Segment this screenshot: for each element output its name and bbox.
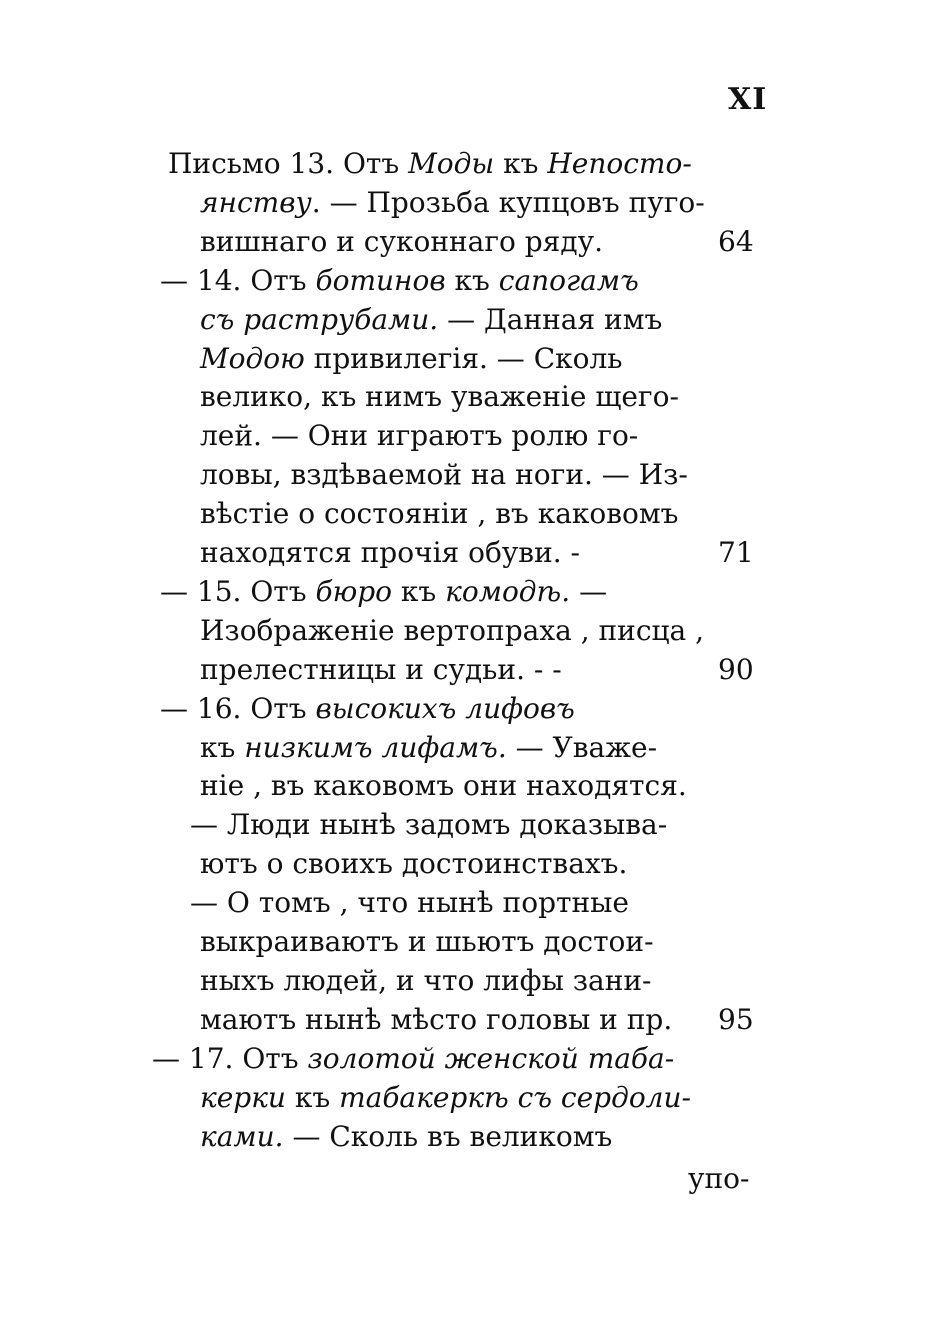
toc-page-number: 90 [718, 652, 754, 686]
toc-line-text [200, 650, 562, 690]
text-segment: ловы, вздѣваемой на ноги. — Из- [200, 458, 688, 492]
italic-text: ботинов [315, 263, 446, 297]
toc-line [0, 611, 936, 651]
text-segment: привилегія. — Сколь [304, 341, 623, 375]
toc-line [0, 961, 936, 1001]
toc-line [0, 144, 936, 184]
toc-line-text [200, 766, 687, 806]
toc-line [0, 1039, 936, 1079]
italic-text: керки [200, 1080, 286, 1114]
text-segment: маютъ нынѣ мѣсто головы и пр. [200, 1002, 673, 1036]
text-segment: ютъ о своихъ достоинствахъ. [200, 847, 628, 881]
text-segment: ныхъ людей, и что лифы зани- [200, 963, 652, 997]
toc-line-text [160, 261, 639, 301]
italic-text: ками. [200, 1119, 284, 1153]
toc-line [0, 222, 936, 262]
catchword: упо- [688, 1162, 750, 1196]
text-segment: выкраиваютъ и шьютъ достои- [200, 925, 654, 958]
toc-line-text [200, 1078, 691, 1118]
italic-text: Непосто- [547, 147, 692, 180]
italic-text: низкимъ лифамъ. [244, 730, 507, 764]
text-segment: ніе , въ каковомъ они находятся. [200, 769, 687, 803]
text-segment: Изображеніе вертопраха , писца , [200, 613, 705, 647]
toc-line-text [200, 377, 679, 417]
text-segment: — 14. Отъ [160, 263, 316, 297]
toc-line [0, 1117, 936, 1157]
italic-text: высокихъ лифовъ [315, 691, 575, 725]
toc-line [0, 416, 936, 456]
toc-line [0, 728, 936, 768]
text-segment: — [570, 574, 608, 608]
text-segment: къ [200, 730, 245, 764]
toc-line-text [200, 222, 603, 262]
toc-line [0, 533, 936, 573]
toc-line-text [200, 961, 652, 1001]
toc-page-number: 64 [718, 224, 754, 258]
toc-line-text [200, 728, 657, 768]
toc-line-text [190, 883, 629, 923]
toc-page-number: 71 [718, 536, 754, 569]
toc-line [0, 650, 936, 690]
text-segment: — О томъ , что нынѣ портные [190, 886, 630, 920]
toc-line [0, 766, 936, 806]
toc-line-text [200, 494, 678, 534]
toc-line-text [190, 805, 667, 845]
italic-text: съ раструбами. [200, 302, 439, 336]
text-segment: вѣстіе о состояніи , въ каковомъ [200, 497, 679, 531]
toc-line [0, 261, 936, 301]
italic-text: янству [200, 185, 312, 219]
toc-line [0, 494, 936, 534]
toc-line-text [152, 1039, 674, 1079]
toc-line [0, 689, 936, 729]
text-segment: — 17. Отъ [152, 1041, 308, 1075]
toc-line-text [200, 611, 704, 651]
text-segment: Письмо 13. Отъ [168, 147, 409, 180]
text-segment: къ [494, 147, 548, 180]
text-segment: къ [445, 263, 499, 297]
toc-page-number: 95 [718, 1002, 754, 1036]
italic-text: сапогамъ [498, 263, 639, 297]
toc-line [0, 339, 936, 379]
toc-line-text [160, 572, 607, 612]
page-number: XI [728, 82, 768, 117]
toc-line-text [200, 300, 662, 340]
text-segment: къ [392, 574, 446, 608]
toc-line-text [200, 455, 688, 495]
toc-line [0, 455, 936, 495]
toc-line [0, 572, 936, 612]
toc-line [0, 377, 936, 417]
text-segment: находятся прочія обуви. - [200, 536, 580, 569]
catchword-line [0, 1159, 936, 1199]
toc-line-text [200, 922, 654, 962]
text-segment: прелестницы и судьи. - - [200, 652, 562, 686]
toc-line-text [200, 1117, 612, 1157]
toc-line-text [200, 1000, 672, 1040]
italic-text: Модою [200, 341, 305, 375]
italic-text: золотой женской таба- [307, 1041, 675, 1075]
italic-text: бюро [315, 574, 393, 608]
toc-line [0, 844, 936, 884]
toc-line [0, 883, 936, 923]
toc-line [0, 1000, 936, 1040]
text-segment: велико, къ нимъ уваженіе щего- [200, 380, 679, 414]
toc-line-text [200, 416, 638, 456]
text-segment: . — Прозьба купцовъ пуго- [311, 185, 705, 219]
toc-line-text [200, 844, 627, 884]
italic-text: табакеркѣ съ сердоли- [339, 1080, 692, 1114]
text-segment: — Сколь въ великомъ [283, 1119, 613, 1153]
italic-text: Моды [408, 147, 495, 180]
toc-line [0, 805, 936, 845]
toc-line-text [200, 533, 580, 573]
text-segment: — Люди нынѣ задомъ доказыва- [190, 808, 668, 842]
text-segment: лей. — Они играютъ ролю го- [200, 419, 639, 453]
toc-line-text [200, 183, 705, 223]
toc-line [0, 300, 936, 340]
text-segment: — Уваже- [506, 730, 658, 764]
toc-line-text [160, 689, 575, 729]
italic-text: комодѣ. [445, 574, 571, 608]
text-segment: — 15. Отъ [160, 574, 316, 608]
text-segment: — Данная имъ [438, 302, 663, 336]
toc-line [0, 922, 936, 962]
toc-line [0, 183, 936, 223]
toc-line-text [200, 339, 623, 379]
toc-line [0, 1078, 936, 1118]
text-segment: къ [285, 1080, 340, 1114]
toc-line-text [168, 144, 692, 184]
text-segment: вишнаго и суконнаго ряду. [200, 224, 603, 258]
text-segment: — 16. Отъ [160, 691, 316, 725]
